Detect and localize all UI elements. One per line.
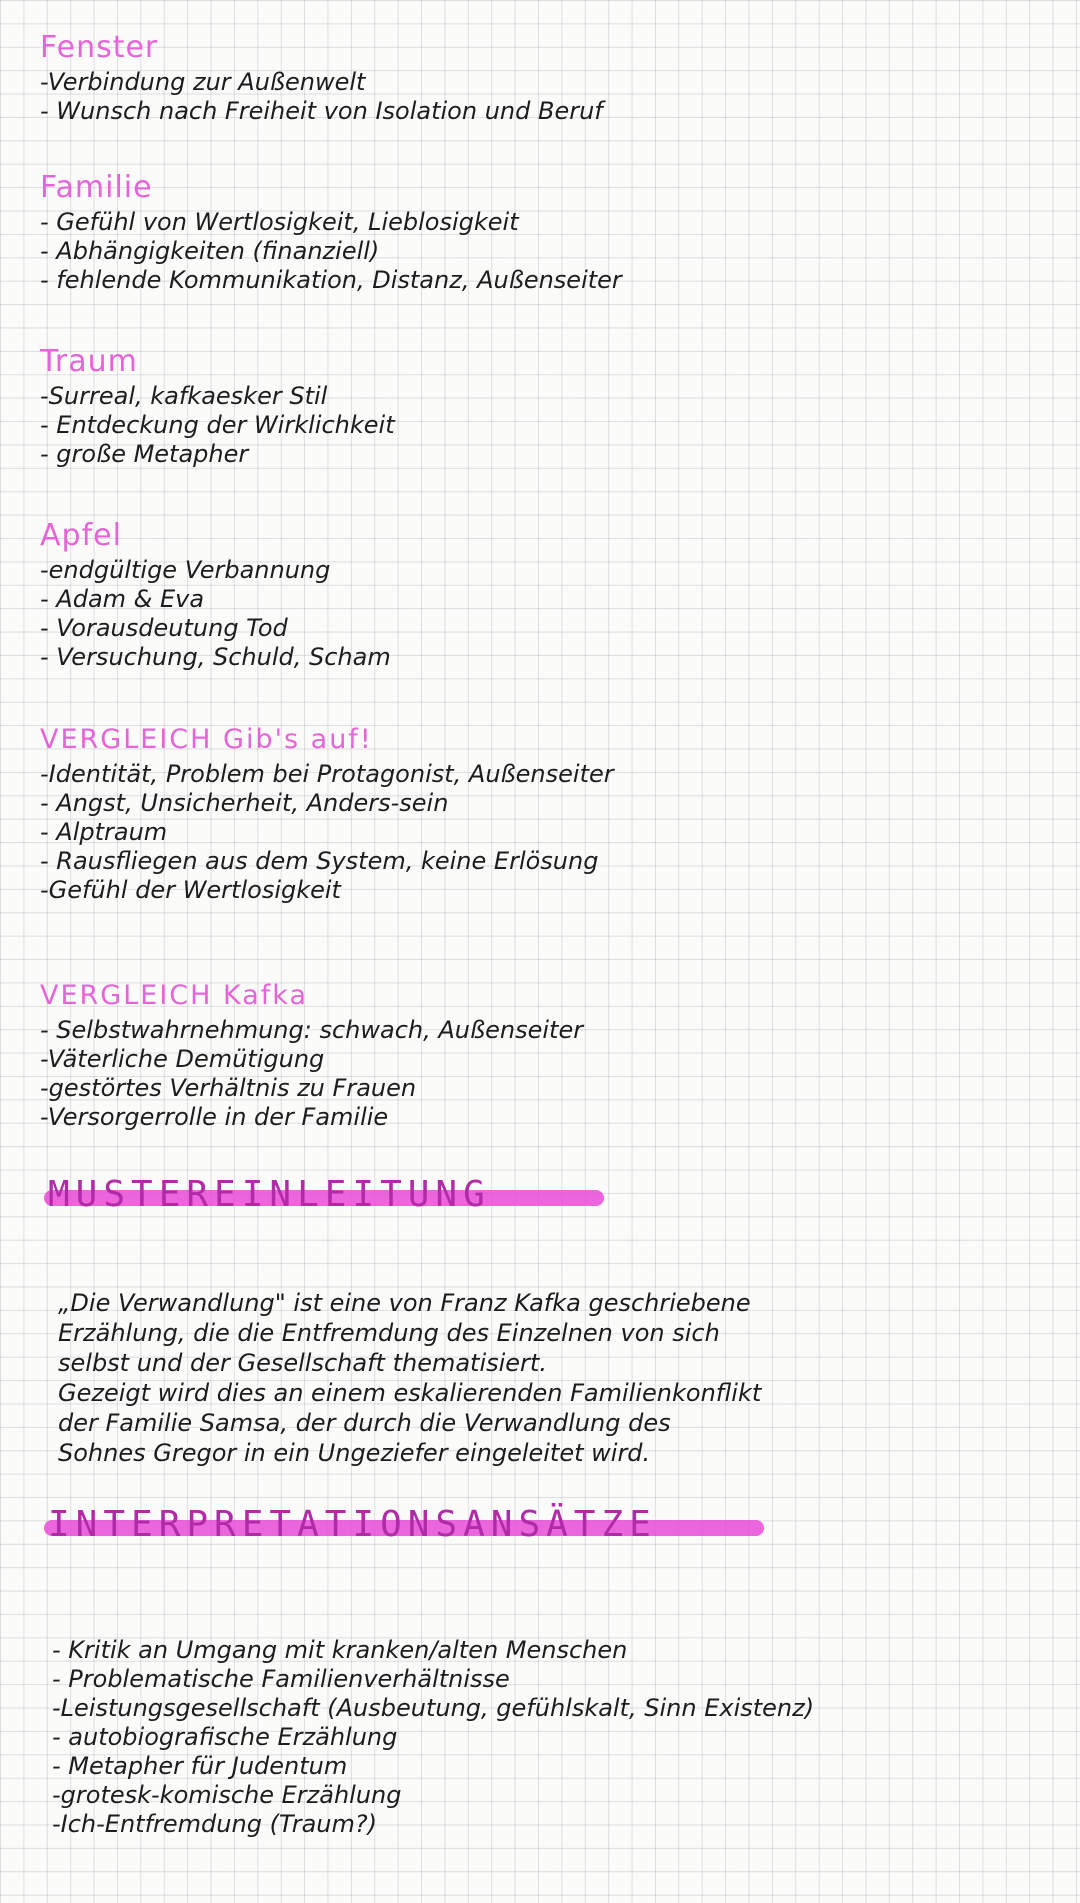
paragraph-line: „Die Verwandlung" ist eine von Franz Kafka geschriebene: [58, 1289, 751, 1317]
list-item: - Metapher für Judentum: [52, 1752, 348, 1780]
paragraph-line: der Familie Samsa, der durch die Verwandlung des: [58, 1409, 671, 1437]
interpretationsansaetze-list: [52, 1636, 1062, 1839]
section-apfel: [40, 518, 1050, 672]
list-item: - Abhängigkeiten (finanziell): [40, 237, 380, 265]
paragraph-line: Erzählung, die die Entfremdung des Einzelnen von sich: [58, 1319, 720, 1347]
list-item: - Selbstwahrnehmung: schwach, Außenseiter: [40, 1016, 584, 1044]
list-item: -Identität, Problem bei Protagonist, Außenseiter: [40, 760, 614, 788]
list-item: -Väterliche Demütigung: [40, 1045, 325, 1073]
list-item: - Entdeckung der Wirklichkeit: [40, 411, 395, 439]
paragraph-line: Sohnes Gregor in ein Ungeziefer eingeleitet wird.: [58, 1439, 651, 1467]
list-item: - Gefühl von Wertlosigkeit, Lieblosigkeit: [40, 208, 519, 236]
list-item: - Alptraum: [40, 818, 168, 846]
list-item: - große Metapher: [40, 440, 249, 468]
section-familie: [40, 170, 1050, 295]
list-item: - fehlende Kommunikation, Distanz, Außenseiter: [40, 266, 622, 294]
list-item: -Verbindung zur Außenwelt: [40, 68, 366, 96]
banner-title: INTERPRETATIONSANSÄTZE: [48, 1503, 657, 1545]
section-heading: VERGLEICH Kafka: [40, 980, 309, 1011]
list-item: - autobiografische Erzählung: [52, 1723, 398, 1751]
list-item: - Vorausdeutung Tod: [40, 614, 288, 642]
list-item: - Wunsch nach Freiheit von Isolation und Beruf: [40, 97, 603, 125]
section-heading: VERGLEICH Gib's auf!: [40, 724, 373, 755]
interpretationsansaetze-banner: [48, 1498, 657, 1550]
list-item: -Versorgerrolle in der Familie: [40, 1103, 389, 1131]
mustereinleitung-banner: [48, 1168, 491, 1220]
banner-title: MUSTEREINLEITUNG: [48, 1173, 491, 1215]
section-heading: Familie: [40, 170, 153, 205]
list-item: -gestörtes Verhältnis zu Frauen: [40, 1074, 417, 1102]
section-fenster: [40, 30, 1050, 126]
list-item: - Angst, Unsicherheit, Anders-sein: [40, 789, 449, 817]
section-heading: Traum: [40, 344, 138, 379]
list-item: -endgültige Verbannung: [40, 556, 331, 584]
list-item: - Problematische Familienverhältnisse: [52, 1665, 510, 1693]
list-item: -Gefühl der Wertlosigkeit: [40, 876, 341, 904]
list-item: -Ich-Entfremdung (Traum?): [52, 1810, 377, 1838]
paragraph-line: Gezeigt wird dies an einem eskalierenden Familienkonflikt: [58, 1379, 762, 1407]
section-heading: Apfel: [40, 518, 122, 553]
list-item: - Rausfliegen aus dem System, keine Erlösung: [40, 847, 599, 875]
list-item: -Surreal, kafkaesker Stil: [40, 382, 328, 410]
list-item: - Versuchung, Schuld, Scham: [40, 643, 391, 671]
list-item: - Kritik an Umgang mit kranken/alten Menschen: [52, 1636, 628, 1664]
paragraph-line: selbst und der Gesellschaft thematisiert.: [58, 1349, 547, 1377]
list-item: - Adam & Eva: [40, 585, 205, 613]
section-heading: Fenster: [40, 30, 159, 65]
section-vergleich-gibs-auf: [40, 722, 1050, 905]
mustereinleitung-text: [58, 1288, 1048, 1468]
section-vergleich-kafka: [40, 978, 1050, 1132]
list-item: -Leistungsgesellschaft (Ausbeutung, gefühlskalt, Sinn Existenz): [52, 1694, 815, 1722]
list-item: -grotesk-komische Erzählung: [52, 1781, 402, 1809]
section-traum: [40, 344, 1050, 469]
